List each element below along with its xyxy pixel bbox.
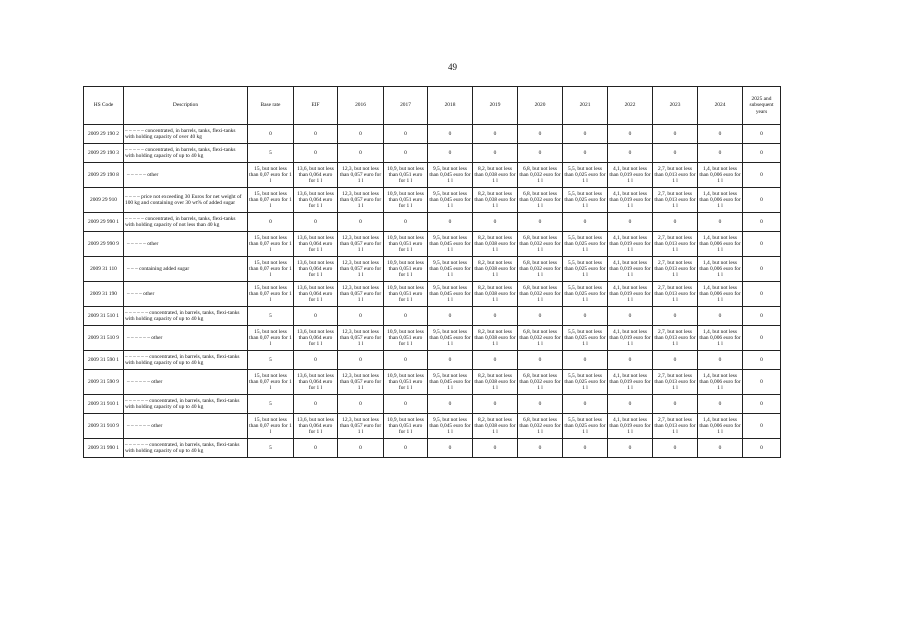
- rate-cell: 0: [608, 395, 653, 414]
- rate-cell: 0: [473, 439, 518, 458]
- rate-cell: 6,8, but not less than 0,032 euro for 1 l: [518, 282, 563, 307]
- rate-cell: 0: [473, 351, 518, 370]
- rate-cell: 0: [428, 144, 473, 163]
- rate-cell: 8,2, but not less than 0,038 euro for 1 l: [473, 370, 518, 395]
- rate-cell: 12,3, but not less than 0,057 euro for 1 l: [338, 232, 384, 257]
- rate-cell: 8,2, but not less than 0,038 euro for 1 l: [473, 282, 518, 307]
- rate-cell: 0: [743, 232, 781, 257]
- rate-cell: 0: [653, 307, 698, 326]
- rate-cell: 6,8, but not less than 0,032 euro for 1 l: [518, 370, 563, 395]
- description-cell: – – – – – other: [124, 232, 248, 257]
- hs-code-cell: 2009 31 510 1: [84, 307, 124, 326]
- rate-cell: 0: [743, 282, 781, 307]
- description-cell: – – – – – – concentrated, in barrels, tanks, flexi-tanks with holding capacity of up to 40 kg: [124, 395, 248, 414]
- column-header: 2025 and subsequent years: [743, 87, 781, 125]
- rate-cell: 0: [743, 414, 781, 439]
- rate-cell: 6,8, but not less than 0,032 euro for 1 l: [518, 232, 563, 257]
- tariff-table: [83, 86, 781, 458]
- rate-cell: 0: [563, 439, 608, 458]
- rate-cell: 2,7, but not less than 0,013 euro for 1 l: [653, 163, 698, 188]
- rate-cell: 5: [248, 395, 294, 414]
- rate-cell: 10,9, but not less than 0,051 euro for 1 l: [384, 163, 428, 188]
- rate-cell: 0: [698, 144, 743, 163]
- rate-cell: 8,2, but not less than 0,038 euro for 1 l: [473, 414, 518, 439]
- rate-cell: 0: [653, 125, 698, 144]
- hs-code-cell: 2009 29 910: [84, 188, 124, 213]
- rate-cell: 15, but not less than 0,07 euro for 1 l: [248, 326, 294, 351]
- rate-cell: 4,1, but not less than 0,019 euro for 1 l: [608, 326, 653, 351]
- hs-code-cell: 2009 31 590 1: [84, 351, 124, 370]
- rate-cell: 5,5, but not less than 0,025 euro for 1 l: [563, 257, 608, 282]
- rate-cell: 5,5, but not less than 0,025 euro for 1 l: [563, 282, 608, 307]
- rate-cell: 13,6, but not less than 0,064 euro for 1 l: [294, 257, 338, 282]
- table-row: [84, 232, 781, 257]
- rate-cell: 0: [608, 125, 653, 144]
- rate-cell: 9,5, but not less than 0,045 euro for 1 l: [428, 370, 473, 395]
- rate-cell: 5: [248, 144, 294, 163]
- rate-cell: 13,6, but not less than 0,064 euro for 1 l: [294, 232, 338, 257]
- table-row: [84, 414, 781, 439]
- table-row: [84, 257, 781, 282]
- hs-code-cell: 2009 29 190 8: [84, 163, 124, 188]
- description-cell: – – – – – – other: [124, 326, 248, 351]
- rate-cell: 1,4, but not less than 0,006 euro for 1 l: [698, 370, 743, 395]
- rate-cell: 10,9, but not less than 0,051 euro for 1 l: [384, 326, 428, 351]
- hs-code-cell: 2009 31 110: [84, 257, 124, 282]
- table-row: [84, 307, 781, 326]
- description-cell: – – – – price not exceeding 30 Euros for net weight of 100 kg and containing over 30 wt% of added sugar: [124, 188, 248, 213]
- rate-cell: 9,5, but not less than 0,045 euro for 1 l: [428, 163, 473, 188]
- rate-cell: 5,5, but not less than 0,025 euro for 1 l: [563, 188, 608, 213]
- rate-cell: 0: [743, 351, 781, 370]
- rate-cell: 8,2, but not less than 0,038 euro for 1 l: [473, 188, 518, 213]
- column-header: HS Code: [84, 87, 124, 125]
- hs-code-cell: 2009 29 990 9: [84, 232, 124, 257]
- rate-cell: 5,5, but not less than 0,025 euro for 1 l: [563, 414, 608, 439]
- rate-cell: 0: [518, 439, 563, 458]
- rate-cell: 0: [563, 351, 608, 370]
- table-row: [84, 188, 781, 213]
- table-body: [84, 125, 781, 458]
- rate-cell: 0: [384, 213, 428, 232]
- rate-cell: 0: [473, 144, 518, 163]
- description-cell: – – – – – – concentrated, in barrels, tanks, flexi-tanks with holding capacity of up to 40 kg: [124, 307, 248, 326]
- rate-cell: 13,6, but not less than 0,064 euro for 1 l: [294, 163, 338, 188]
- hs-code-cell: 2009 31 910 1: [84, 395, 124, 414]
- column-header: 2022: [608, 87, 653, 125]
- column-header: 2021: [563, 87, 608, 125]
- rate-cell: 1,4, but not less than 0,006 euro for 1 l: [698, 326, 743, 351]
- column-header: 2018: [428, 87, 473, 125]
- rate-cell: 6,8, but not less than 0,032 euro for 1 l: [518, 257, 563, 282]
- rate-cell: 4,1, but not less than 0,019 euro for 1 l: [608, 188, 653, 213]
- page-number: 49: [448, 62, 457, 72]
- description-cell: – – – – – other: [124, 163, 248, 188]
- rate-cell: 13,6, but not less than 0,064 euro for 1 l: [294, 188, 338, 213]
- column-header: Description: [124, 87, 248, 125]
- description-cell: – – – – – – other: [124, 370, 248, 395]
- table-row: [84, 144, 781, 163]
- rate-cell: 13,6, but not less than 0,064 euro for 1 l: [294, 282, 338, 307]
- rate-cell: 0: [338, 125, 384, 144]
- table-row: [84, 370, 781, 395]
- rate-cell: 0: [743, 395, 781, 414]
- rate-cell: 0: [653, 351, 698, 370]
- table-row: [84, 326, 781, 351]
- rate-cell: 0: [563, 144, 608, 163]
- rate-cell: 0: [294, 439, 338, 458]
- rate-cell: 0: [428, 395, 473, 414]
- description-cell: – – – – other: [124, 282, 248, 307]
- rate-cell: 10,9, but not less than 0,051 euro for 1 l: [384, 257, 428, 282]
- rate-cell: 6,8, but not less than 0,032 euro for 1 l: [518, 326, 563, 351]
- rate-cell: 4,1, but not less than 0,019 euro for 1 l: [608, 282, 653, 307]
- rate-cell: 0: [698, 307, 743, 326]
- rate-cell: 0: [653, 395, 698, 414]
- rate-cell: 13,6, but not less than 0,064 euro for 1 l: [294, 414, 338, 439]
- column-header: 2020: [518, 87, 563, 125]
- rate-cell: 9,5, but not less than 0,045 euro for 1 l: [428, 188, 473, 213]
- rate-cell: 0: [294, 351, 338, 370]
- rate-cell: 0: [743, 213, 781, 232]
- rate-cell: 0: [743, 439, 781, 458]
- hs-code-cell: 2009 29 190 2: [84, 125, 124, 144]
- rate-cell: 10,9, but not less than 0,051 euro for 1 l: [384, 188, 428, 213]
- rate-cell: 2,7, but not less than 0,013 euro for 1 l: [653, 414, 698, 439]
- rate-cell: 15, but not less than 0,07 euro for 1 l: [248, 232, 294, 257]
- rate-cell: 0: [428, 213, 473, 232]
- hs-code-cell: 2009 31 990 1: [84, 439, 124, 458]
- rate-cell: 0: [743, 163, 781, 188]
- rate-cell: 0: [384, 125, 428, 144]
- description-cell: – – – – – concentrated, in barrels, tanks, flexi-tanks with holding capacity of over 40 kg: [124, 125, 248, 144]
- table-row: [84, 163, 781, 188]
- rate-cell: 4,1, but not less than 0,019 euro for 1 l: [608, 370, 653, 395]
- column-header: 2017: [384, 87, 428, 125]
- rate-cell: 0: [473, 307, 518, 326]
- rate-cell: 0: [563, 307, 608, 326]
- rate-cell: 0: [294, 307, 338, 326]
- table-row: [84, 439, 781, 458]
- rate-cell: 0: [608, 351, 653, 370]
- rate-cell: 0: [743, 307, 781, 326]
- rate-cell: 0: [698, 351, 743, 370]
- rate-cell: 12,3, but not less than 0,057 euro for 1 l: [338, 163, 384, 188]
- description-cell: – – – containing added sugar: [124, 257, 248, 282]
- rate-cell: 0: [608, 439, 653, 458]
- rate-cell: 2,7, but not less than 0,013 euro for 1 l: [653, 326, 698, 351]
- rate-cell: 9,5, but not less than 0,045 euro for 1 l: [428, 282, 473, 307]
- column-header: 2019: [473, 87, 518, 125]
- rate-cell: 8,2, but not less than 0,038 euro for 1 l: [473, 257, 518, 282]
- rate-cell: 5,5, but not less than 0,025 euro for 1 l: [563, 232, 608, 257]
- rate-cell: 9,5, but not less than 0,045 euro for 1 l: [428, 414, 473, 439]
- rate-cell: 4,1, but not less than 0,019 euro for 1 l: [608, 163, 653, 188]
- rate-cell: 10,9, but not less than 0,051 euro for 1 l: [384, 414, 428, 439]
- rate-cell: 0: [384, 395, 428, 414]
- rate-cell: 0: [294, 213, 338, 232]
- description-cell: – – – – – – concentrated, in barrels, tanks, flexi-tanks with holding capacity of up to 40 kg: [124, 351, 248, 370]
- rate-cell: 0: [653, 439, 698, 458]
- rate-cell: 0: [608, 144, 653, 163]
- rate-cell: 6,8, but not less than 0,032 euro for 1 l: [518, 188, 563, 213]
- table-row: [84, 351, 781, 370]
- rate-cell: 15, but not less than 0,07 euro for 1 l: [248, 414, 294, 439]
- rate-cell: 12,3, but not less than 0,057 euro for 1 l: [338, 370, 384, 395]
- rate-cell: 5: [248, 439, 294, 458]
- rate-cell: 0: [563, 395, 608, 414]
- rate-cell: 0: [698, 395, 743, 414]
- rate-cell: 2,7, but not less than 0,013 euro for 1 l: [653, 188, 698, 213]
- rate-cell: 0: [743, 144, 781, 163]
- rate-cell: 2,7, but not less than 0,013 euro for 1 l: [653, 370, 698, 395]
- hs-code-cell: 2009 31 510 9: [84, 326, 124, 351]
- column-header: 2024: [698, 87, 743, 125]
- rate-cell: 10,9, but not less than 0,051 euro for 1 l: [384, 232, 428, 257]
- rate-cell: 0: [338, 144, 384, 163]
- rate-cell: 0: [743, 188, 781, 213]
- rate-cell: 5: [248, 307, 294, 326]
- rate-cell: 4,1, but not less than 0,019 euro for 1 l: [608, 257, 653, 282]
- rate-cell: 0: [294, 395, 338, 414]
- rate-cell: 10,9, but not less than 0,051 euro for 1 l: [384, 282, 428, 307]
- rate-cell: 0: [518, 395, 563, 414]
- description-cell: – – – – – – concentrated, in barrels, tanks, flexi-tanks with holding capacity of up to 40 kg: [124, 439, 248, 458]
- rate-cell: 15, but not less than 0,07 euro for 1 l: [248, 370, 294, 395]
- table-header-row: [84, 87, 781, 125]
- rate-cell: 6,8, but not less than 0,032 euro for 1 l: [518, 163, 563, 188]
- rate-cell: 0: [518, 125, 563, 144]
- rate-cell: 9,5, but not less than 0,045 euro for 1 l: [428, 257, 473, 282]
- table-row: [84, 282, 781, 307]
- rate-cell: 0: [518, 144, 563, 163]
- description-cell: – – – – – concentrated, in barrels, tanks, flexi-tanks with holding capacity of up to 40 kg: [124, 144, 248, 163]
- column-header: Base rate: [248, 87, 294, 125]
- hs-code-cell: 2009 31 910 9: [84, 414, 124, 439]
- rate-cell: 0: [428, 351, 473, 370]
- rate-cell: 0: [338, 307, 384, 326]
- rate-cell: 0: [428, 125, 473, 144]
- rate-cell: 1,4, but not less than 0,006 euro for 1 l: [698, 232, 743, 257]
- rate-cell: 5,5, but not less than 0,025 euro for 1 l: [563, 163, 608, 188]
- rate-cell: 0: [473, 125, 518, 144]
- rate-cell: 8,2, but not less than 0,038 euro for 1 l: [473, 326, 518, 351]
- hs-code-cell: 2009 29 190 3: [84, 144, 124, 163]
- rate-cell: 0: [608, 307, 653, 326]
- rate-cell: 1,4, but not less than 0,006 euro for 1 l: [698, 163, 743, 188]
- rate-cell: 0: [384, 307, 428, 326]
- rate-cell: 1,4, but not less than 0,006 euro for 1 l: [698, 282, 743, 307]
- rate-cell: 0: [608, 213, 653, 232]
- rate-cell: 2,7, but not less than 0,013 euro for 1 l: [653, 282, 698, 307]
- hs-code-cell: 2009 29 990 1: [84, 213, 124, 232]
- rate-cell: 0: [698, 439, 743, 458]
- column-header: 2023: [653, 87, 698, 125]
- rate-cell: 13,6, but not less than 0,064 euro for 1 l: [294, 326, 338, 351]
- rate-cell: 12,3, but not less than 0,057 euro for 1 l: [338, 414, 384, 439]
- hs-code-cell: 2009 31 590 9: [84, 370, 124, 395]
- rate-cell: 0: [698, 125, 743, 144]
- rate-cell: 0: [384, 144, 428, 163]
- rate-cell: 6,8, but not less than 0,032 euro for 1 l: [518, 414, 563, 439]
- rate-cell: 0: [698, 213, 743, 232]
- column-header: 2016: [338, 87, 384, 125]
- rate-cell: 4,1, but not less than 0,019 euro for 1 l: [608, 232, 653, 257]
- rate-cell: 12,3, but not less than 0,057 euro for 1 l: [338, 188, 384, 213]
- rate-cell: 0: [518, 351, 563, 370]
- rate-cell: 0: [743, 257, 781, 282]
- rate-cell: 9,5, but not less than 0,045 euro for 1 l: [428, 232, 473, 257]
- rate-cell: 1,4, but not less than 0,006 euro for 1 l: [698, 414, 743, 439]
- rate-cell: 12,3, but not less than 0,057 euro for 1 l: [338, 282, 384, 307]
- rate-cell: 0: [743, 326, 781, 351]
- rate-cell: 0: [338, 213, 384, 232]
- rate-cell: 5,5, but not less than 0,025 euro for 1 l: [563, 326, 608, 351]
- description-cell: – – – – – – other: [124, 414, 248, 439]
- rate-cell: 0: [743, 125, 781, 144]
- rate-cell: 2,7, but not less than 0,013 euro for 1 l: [653, 257, 698, 282]
- rate-cell: 0: [428, 439, 473, 458]
- rate-cell: 12,3, but not less than 0,057 euro for 1 l: [338, 257, 384, 282]
- rate-cell: 0: [294, 144, 338, 163]
- rate-cell: 0: [563, 125, 608, 144]
- rate-cell: 15, but not less than 0,07 euro for 1 l: [248, 163, 294, 188]
- rate-cell: 0: [248, 213, 294, 232]
- rate-cell: 5,5, but not less than 0,025 euro for 1 l: [563, 370, 608, 395]
- rate-cell: 1,4, but not less than 0,006 euro for 1 l: [698, 257, 743, 282]
- rate-cell: 0: [563, 213, 608, 232]
- rate-cell: 8,2, but not less than 0,038 euro for 1 l: [473, 232, 518, 257]
- rate-cell: 9,5, but not less than 0,045 euro for 1 l: [428, 326, 473, 351]
- table-row: [84, 125, 781, 144]
- rate-cell: 15, but not less than 0,07 euro for 1 l: [248, 188, 294, 213]
- rate-cell: 10,9, but not less than 0,051 euro for 1 l: [384, 370, 428, 395]
- rate-cell: 15, but not less than 0,07 euro for 1 l: [248, 282, 294, 307]
- rate-cell: 0: [248, 125, 294, 144]
- rate-cell: 0: [428, 307, 473, 326]
- rate-cell: 0: [384, 439, 428, 458]
- rate-cell: 0: [338, 395, 384, 414]
- rate-cell: 0: [653, 144, 698, 163]
- rate-cell: 15, but not less than 0,07 euro for 1 l: [248, 257, 294, 282]
- rate-cell: 0: [473, 395, 518, 414]
- rate-cell: 1,4, but not less than 0,006 euro for 1 l: [698, 188, 743, 213]
- rate-cell: 4,1, but not less than 0,019 euro for 1 l: [608, 414, 653, 439]
- column-header: EIF: [294, 87, 338, 125]
- rate-cell: 0: [473, 213, 518, 232]
- description-cell: – – – – – concentrated, in barrels, tanks, flexi-tanks with holding capacity of not less than 40 kg: [124, 213, 248, 232]
- table-row: [84, 395, 781, 414]
- rate-cell: 0: [338, 351, 384, 370]
- rate-cell: 2,7, but not less than 0,013 euro for 1 l: [653, 232, 698, 257]
- rate-cell: 0: [338, 439, 384, 458]
- rate-cell: 8,2, but not less than 0,038 euro for 1 l: [473, 163, 518, 188]
- rate-cell: 13,6, but not less than 0,064 euro for 1 l: [294, 370, 338, 395]
- hs-code-cell: 2009 31 190: [84, 282, 124, 307]
- rate-cell: 0: [518, 213, 563, 232]
- rate-cell: 0: [743, 370, 781, 395]
- table-row: [84, 213, 781, 232]
- rate-cell: 0: [294, 125, 338, 144]
- rate-cell: 0: [384, 351, 428, 370]
- rate-cell: 12,3, but not less than 0,057 euro for 1 l: [338, 326, 384, 351]
- rate-cell: 0: [518, 307, 563, 326]
- rate-cell: 0: [653, 213, 698, 232]
- rate-cell: 5: [248, 351, 294, 370]
